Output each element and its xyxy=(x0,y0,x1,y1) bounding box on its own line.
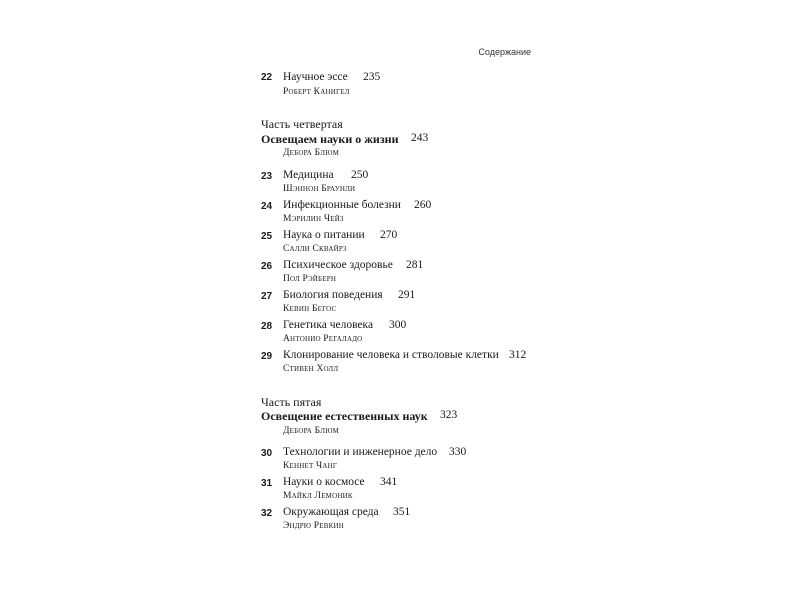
chapter-author: Кевин Бегос xyxy=(283,304,337,314)
chapter-author: Салли Сквайрз xyxy=(283,244,347,254)
chapter-number: 25 xyxy=(261,231,273,242)
chapter-page: 341 xyxy=(380,476,398,488)
chapter-title: Окружающая среда xyxy=(283,506,379,518)
chapter-title: Науки о космосе xyxy=(283,476,365,488)
chapter-title: Медицина xyxy=(283,169,334,181)
chapter-author: Антонио Регаладо xyxy=(283,334,363,344)
chapter-number: 29 xyxy=(261,351,273,362)
chapter-page: 312 xyxy=(509,349,527,361)
chapter-author: Кеннет Чанг xyxy=(283,461,338,471)
part-author: Дебора Блюм xyxy=(283,148,340,158)
chapter-page: 281 xyxy=(406,259,424,271)
chapter-number: 26 xyxy=(261,261,273,272)
chapter-author: Майкл Лемоник xyxy=(283,491,353,501)
running-head: Содержание xyxy=(478,47,531,57)
part-title: Освещаем науки о жизни xyxy=(261,132,399,146)
chapter-title: Генетика человека xyxy=(283,319,374,331)
chapter-title: Психическое здоровье xyxy=(283,259,393,271)
chapter-number: 23 xyxy=(261,171,273,182)
chapter-number: 28 xyxy=(261,321,273,332)
chapter-author: Роберт Канигел xyxy=(283,87,350,97)
chapter-author: Стивен Холл xyxy=(283,364,339,374)
chapter-title: Научное эссе xyxy=(283,71,348,83)
part-label: Часть пятая xyxy=(261,395,322,409)
part-page: 323 xyxy=(440,409,458,421)
chapter-number: 32 xyxy=(261,508,273,519)
chapter-page: 330 xyxy=(449,446,467,458)
chapter-title: Биология поведения xyxy=(283,289,383,301)
part-title: Освещение естественных наук xyxy=(261,409,428,423)
chapter-number: 22 xyxy=(261,72,273,83)
chapter-page: 270 xyxy=(380,229,398,241)
part-label: Часть четвертая xyxy=(261,117,343,131)
chapter-title: Инфекционные болезни xyxy=(283,199,401,211)
chapter-title: Наука о питании xyxy=(283,229,365,241)
chapter-page: 235 xyxy=(363,71,381,83)
chapter-title: Технологии и инженерное дело xyxy=(283,446,438,458)
chapter-page: 300 xyxy=(389,319,407,331)
chapter-page: 250 xyxy=(351,169,369,181)
chapter-page: 260 xyxy=(414,199,432,211)
chapter-page: 291 xyxy=(398,289,416,301)
chapter-author: Пол Рэйберн xyxy=(283,274,337,284)
chapter-author: Шэннон Браунли xyxy=(283,184,356,194)
part-page: 243 xyxy=(411,132,429,144)
chapter-page: 351 xyxy=(393,506,411,518)
chapter-author: Эндрю Ревкин xyxy=(283,521,344,531)
chapter-number: 24 xyxy=(261,201,273,212)
chapter-title: Клонирование человека и стволовые клетки xyxy=(283,349,499,361)
chapter-number: 27 xyxy=(261,291,273,302)
chapter-number: 30 xyxy=(261,448,273,459)
chapter-number: 31 xyxy=(261,478,273,489)
chapter-author: Мэрилин Чейз xyxy=(283,214,344,224)
part-author: Дебора Блюм xyxy=(283,426,340,436)
